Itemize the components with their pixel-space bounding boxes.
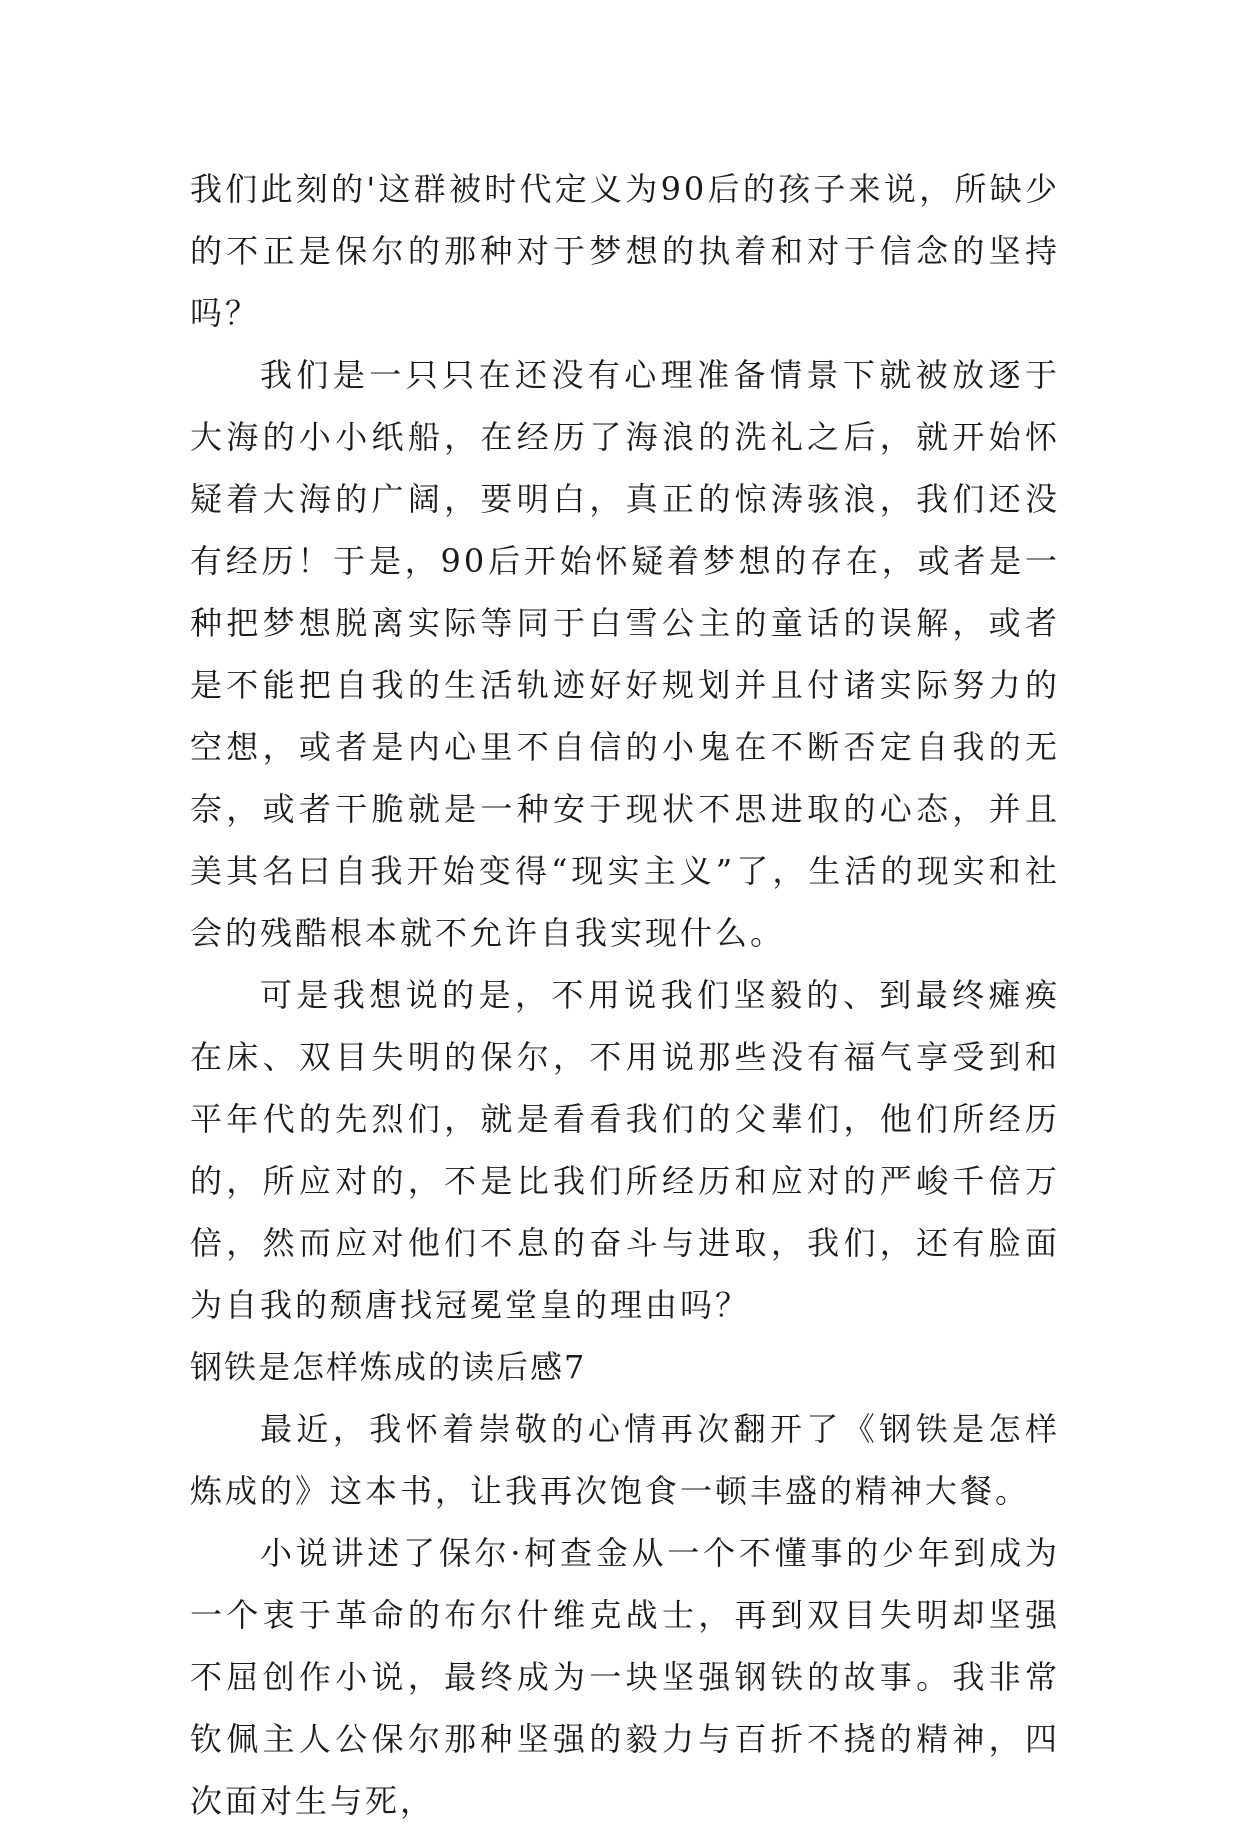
document-body [190,158,1060,1832]
paragraph-reread-book: 最近，我怀着崇敬的心情再次翻开了《钢铁是怎样炼成的》这本书，让我再次饱食一顿丰盛的精神大餐。 [190,1410,1060,1510]
paragraph-paper-boats: 我们是一只只在还没有心理准备情景下就被放逐于大海的小小纸船，在经历了海浪的洗礼之后，就开始怀疑着大海的广阔，要明白，真正的惊涛骇浪，我们还没有经历！于是，90后开始怀疑着梦想的存在，或者是一种把梦想脱离实际等同于白雪公主的童话的误解，或者是不能把自我的生活轨迹好好规划并且付诸实际努力的空想，或者是内心里不自信的小鬼在不断否定自我的无奈，或者干脆就是一种安于现状不思进取的心态，并且美其名曰自我开始变得“现实主义”了，生活的现实和社会的残酷根本就不允许自我实现什么。 [190,356,1060,952]
paragraph-fathers: 可是我想说的是，不用说我们坚毅的、到最终瘫痪在床、双目失明的保尔，不用说那些没有福气享受到和平年代的先烈们，就是看看我们的父辈们，他们所经历的，所应对的，不是比我们所经历和应对的严峻千倍万倍，然而应对他们不息的奋斗与进取，我们，还有脸面为自我的颓唐找冠冕堂皇的理由吗？ [190,976,1060,1324]
paragraph-novel-summary: 小说讲述了保尔·柯查金从一个不懂事的少年到成为一个衷于革命的布尔什维克战士，再到双目失明却坚强不屈创作小说，最终成为一块坚强钢铁的故事。我非常钦佩主人公保尔那种坚强的毅力与百折不挠的精神，四次面对生与死， [190,1534,1060,1820]
paragraph-continuation: 我们此刻的'这群被时代定义为90后的孩子来说，所缺少的不正是保尔的那种对于梦想的执着和对于信念的坚持吗？ [190,170,1060,332]
section-title: 钢铁是怎样炼成的读后感7 [190,1348,587,1386]
